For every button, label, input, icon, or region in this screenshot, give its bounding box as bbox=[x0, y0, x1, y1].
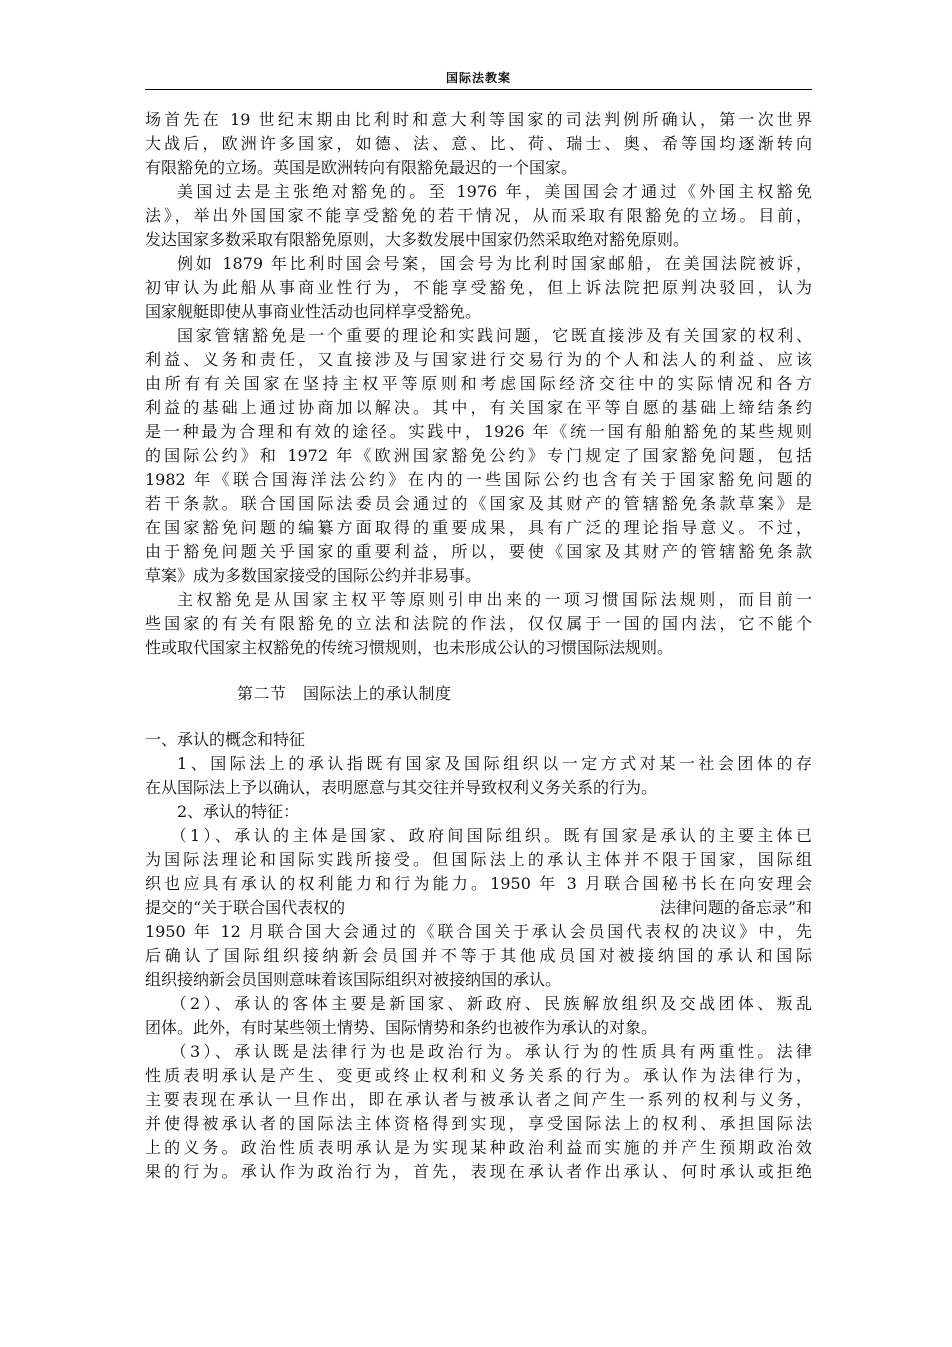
text-line: 为国际法理论和国际实践所接受。但国际法上的承认主体并不限于国家，国际组 bbox=[145, 850, 812, 869]
text-line: （3）、承认既是法律行为也是政治行为。承认行为的性质具有两重性。法律 bbox=[170, 1042, 812, 1061]
paragraph-9 bbox=[145, 992, 812, 1040]
text-line: 是一种最为合理和有效的途径。实践中，1926 年《统一国有船舶豁免的某些规则 bbox=[145, 422, 812, 441]
text-line: 国家舰艇即使从事商业性活动也同样享受豁免。 bbox=[145, 302, 482, 321]
text-line: 1、国际法上的承认指既有国家及国际组织以一定方式对某一社会团体的存 bbox=[177, 754, 812, 773]
paragraph-3 bbox=[145, 252, 812, 324]
paragraph-10 bbox=[145, 1040, 812, 1184]
text-line: 由于豁免问题关乎国家的重要利益，所以，要使《国家及其财产的管辖豁免条款 bbox=[145, 542, 812, 561]
text-line: 发达国家多数采取有限豁免原则，大多数发展中国家仍然采取绝对豁免原则。 bbox=[145, 230, 690, 249]
text-line: 上的义务。政治性质表明承认是为实现某种政治利益而实施的并产生预期政治效 bbox=[145, 1138, 812, 1157]
text-line: 由所有有关国家在坚持主权平等原则和考虑国际经济交往中的实际情况和各方 bbox=[145, 374, 812, 393]
text-line: 草案》成为多数国家接受的国际公约并非易事。 bbox=[145, 566, 482, 585]
text-line: 有限豁免的立场。英国是欧洲转向有限豁免最迟的一个国家。 bbox=[145, 158, 578, 177]
subheading: 一、承认的概念和特征 bbox=[145, 730, 306, 749]
section-title: 第二节 国际法上的承认制度 bbox=[237, 684, 452, 703]
text-fragment-left: 提交的“关于联合国代表权的 bbox=[145, 898, 346, 917]
text-line: 美国过去是主张绝对豁免的。至 1976 年，美国国会才通过《外国主权豁免 bbox=[177, 182, 812, 201]
text-line: 1982 年《联合国海洋法公约》在内的一些国际公约也含有关于国家豁免问题的 bbox=[145, 470, 812, 489]
text-line: 组织接纳新会员国则意味着该国际组织对被接纳国的承认。 bbox=[145, 970, 562, 989]
text-line: 主要表现在承认一旦作出，即在承认者与被承认者之间产生一系列的权利与义务， bbox=[145, 1090, 812, 1109]
text-line: 利益、义务和责任，又直接涉及与国家进行交易行为的个人和法人的利益、应该 bbox=[145, 350, 812, 369]
text-line: 国家管辖豁免是一个重要的理论和实践问题，它既直接涉及有关国家的权利、 bbox=[177, 326, 812, 345]
paragraph-1 bbox=[145, 108, 812, 180]
text-line: （1）、承认的主体是国家、政府间国际组织。既有国家是承认的主要主体已 bbox=[170, 826, 812, 845]
text-line: 性质表明承认是产生、变更或终止权利和义务关系的行为。承认作为法律行为， bbox=[145, 1066, 812, 1085]
text-line: 场首先在 19 世纪末期由比利时和意大利等国家的司法判例所确认，第一次世界 bbox=[145, 110, 812, 129]
text-line: （2）、承认的客体主要是新国家、新政府、民族解放组织及交战团体、叛乱 bbox=[170, 994, 812, 1013]
document-body bbox=[145, 108, 812, 1184]
paragraph-7: 2、承认的特征： bbox=[177, 802, 300, 821]
text-fragment-right: 法律问题的备忘录”和 bbox=[659, 898, 812, 917]
text-line: 在国家豁免问题的编纂方面取得的重要成果，具有广泛的理论指导意义。不过， bbox=[145, 518, 812, 537]
text-line: 团体。此外，有时某些领土情势、国际情势和条约也被作为承认的对象。 bbox=[145, 1018, 658, 1037]
text-line: 些国家的有关有限豁免的立法和法院的作法，仅仅属于一国的国内法，它不能个 bbox=[145, 614, 812, 633]
text-line: 1950 年 12 月联合国大会通过的《联合国关于承认会员国代表权的决议》中，先 bbox=[145, 922, 812, 941]
text-line: 性或取代国家主权豁免的传统习惯规则，也未形成公认的习惯国际法规则。 bbox=[145, 638, 674, 657]
text-line: 果的行为。承认作为政治行为，首先，表现在承认者作出承认、何时承认或拒绝 bbox=[145, 1162, 812, 1181]
page-header-title: 国际法教案 bbox=[445, 71, 511, 85]
paragraph-4 bbox=[145, 324, 812, 588]
text-line: 后确认了国际组织接纳新会员国并不等于其他成员国对被接纳国的承认和国际 bbox=[145, 946, 812, 965]
text-line: 织也应具有承认的权利能力和行为能力。1950 年 3 月联合国秘书长在向安理会 bbox=[145, 874, 812, 893]
paragraph-5 bbox=[145, 588, 812, 660]
text-line: 利益的基础上通过协商加以解决。其中，有关国家在平等自愿的基础上缔结条约 bbox=[145, 398, 812, 417]
text-line: 并使得被承认者的国际法主体资格得到实现，享受国际法上的权利、承担国际法 bbox=[145, 1114, 812, 1133]
header-divider bbox=[145, 89, 812, 90]
text-line: 大战后，欧洲许多国家，如德、法、意、比、荷、瑞士、奥、希等国均逐渐转向 bbox=[145, 134, 812, 153]
text-line: 在从国际法上予以确认，表明愿意与其交往并导致权利义务关系的行为。 bbox=[145, 778, 658, 797]
text-line: 初审认为此船从事商业性行为，不能享受豁免，但上诉法院把原判决驳回，认为 bbox=[145, 278, 812, 297]
paragraph-8 bbox=[145, 824, 812, 992]
text-line: 法》，举出外国国家不能享受豁免的若干情况，从而采取有限豁免的立场。目前， bbox=[145, 206, 812, 225]
text-line: 主权豁免是从国家主权平等原则引申出来的一项习惯国际法规则，而目前一 bbox=[177, 590, 812, 609]
text-line: 例如 1879 年比利时国会号案，国会号为比利时国家邮船，在美国法院被诉， bbox=[177, 254, 812, 273]
paragraph-2 bbox=[145, 180, 812, 252]
text-line-split bbox=[145, 896, 812, 920]
text-line: 的国际公约》和 1972 年《欧洲国家豁免公约》专门规定了国家豁免问题，包括 bbox=[145, 446, 812, 465]
paragraph-6 bbox=[145, 752, 812, 800]
text-line: 若干条款。联合国国际法委员会通过的《国家及其财产的管辖豁免条款草案》是 bbox=[145, 494, 812, 513]
